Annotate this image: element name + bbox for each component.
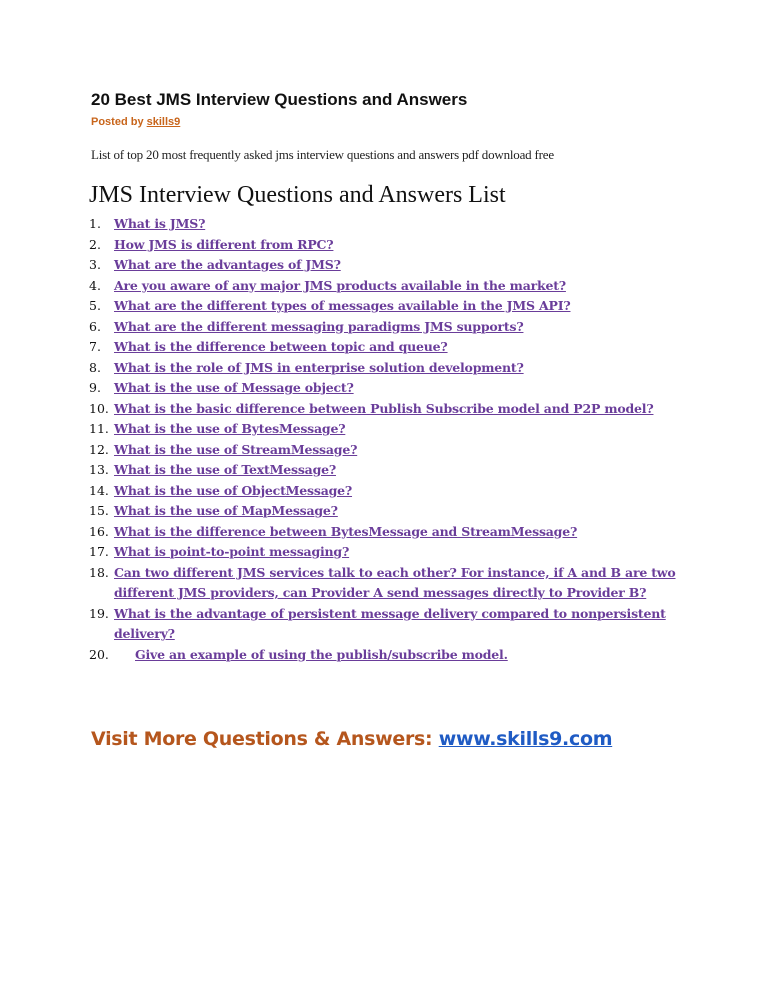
item-number: 6. [89, 318, 101, 334]
list-item [89, 399, 689, 420]
list-item [89, 563, 689, 604]
question-link[interactable]: What is the use of Message object? [114, 380, 354, 395]
item-number: 1. [89, 216, 101, 231]
list-item [89, 481, 689, 502]
item-number: 18. [89, 564, 109, 580]
item-number: 11. [89, 421, 109, 436]
item-number: 12. [89, 441, 109, 457]
question-link[interactable]: What is the advantage of persistent message delivery compared to nonpersistent delivery? [114, 605, 666, 641]
question-link[interactable]: What are the different messaging paradigms JMS supports? [114, 318, 524, 334]
item-number: 2. [89, 236, 101, 252]
list-item [89, 235, 689, 256]
posted-by [91, 116, 180, 128]
item-number: 3. [89, 257, 101, 272]
question-link[interactable]: What is point-to-point messaging? [114, 544, 350, 559]
item-number: 17. [89, 544, 109, 559]
question-link[interactable]: What are the advantages of JMS? [114, 257, 341, 272]
question-list [89, 214, 689, 665]
question-link[interactable]: What is the use of TextMessage? [114, 462, 336, 477]
item-number: 5. [89, 298, 101, 313]
question-link[interactable]: How JMS is different from RPC? [114, 236, 334, 252]
list-item [89, 378, 689, 399]
list-item [89, 337, 689, 358]
question-link[interactable]: Can two different JMS services talk to each other? For instance, if A and B are two different JMS providers, can Provider A send messages directly to Provider B? [114, 564, 676, 600]
list-heading: JMS Interview Questions and Answers List [89, 182, 506, 208]
question-link[interactable]: Are you aware of any major JMS products available in the market? [114, 277, 566, 293]
question-link[interactable]: What are the different types of messages available in the JMS API? [114, 298, 571, 313]
list-item [89, 296, 689, 317]
list-item [89, 522, 689, 543]
item-number: 16. [89, 523, 109, 539]
list-item [89, 214, 689, 235]
question-link[interactable]: What is the difference between topic and queue? [114, 339, 448, 354]
item-number: 10. [89, 400, 109, 416]
item-number: 20. [89, 646, 109, 662]
question-link[interactable]: What is the basic difference between Publish Subscribe model and P2P model? [114, 400, 654, 416]
question-link[interactable]: What is the use of ObjectMessage? [114, 482, 353, 498]
author-link[interactable]: skills9 [146, 116, 181, 128]
visit-more-label: Visit More Questions & Answers: [91, 728, 433, 750]
question-link[interactable]: What is the use of StreamMessage? [114, 441, 358, 457]
item-number: 7. [89, 339, 101, 354]
list-item [89, 276, 689, 297]
list-item [89, 460, 689, 481]
item-number: 4. [89, 277, 101, 293]
question-link[interactable]: What is the use of BytesMessage? [114, 421, 346, 436]
item-number: 9. [89, 380, 101, 395]
posted-by-label: Posted by [91, 116, 144, 128]
item-number: 13. [89, 462, 109, 477]
question-link[interactable]: Give an example of using the publish/subscribe model. [135, 646, 508, 662]
description: List of top 20 most frequently asked jms interview questions and answers pdf download free [91, 147, 554, 162]
list-item [89, 645, 689, 666]
item-number: 14. [89, 482, 109, 498]
list-item [89, 604, 689, 645]
list-item [89, 440, 689, 461]
list-item [89, 317, 689, 338]
item-number: 15. [89, 503, 109, 518]
list-item [89, 501, 689, 522]
item-number: 19. [89, 605, 109, 621]
question-link[interactable]: What is the use of MapMessage? [114, 503, 338, 518]
item-number: 8. [89, 359, 101, 375]
list-item [89, 542, 689, 563]
list-item [89, 419, 689, 440]
website-link[interactable]: www.skills9.com [438, 728, 613, 750]
page-title: 20 Best JMS Interview Questions and Answers [91, 90, 468, 109]
question-link[interactable]: What is the difference between BytesMessage and StreamMessage? [114, 523, 578, 539]
visit-more [91, 728, 612, 750]
question-link[interactable]: What is the role of JMS in enterprise solution development? [114, 359, 524, 375]
question-link[interactable]: What is JMS? [114, 216, 206, 231]
list-item [89, 358, 689, 379]
list-item [89, 255, 689, 276]
